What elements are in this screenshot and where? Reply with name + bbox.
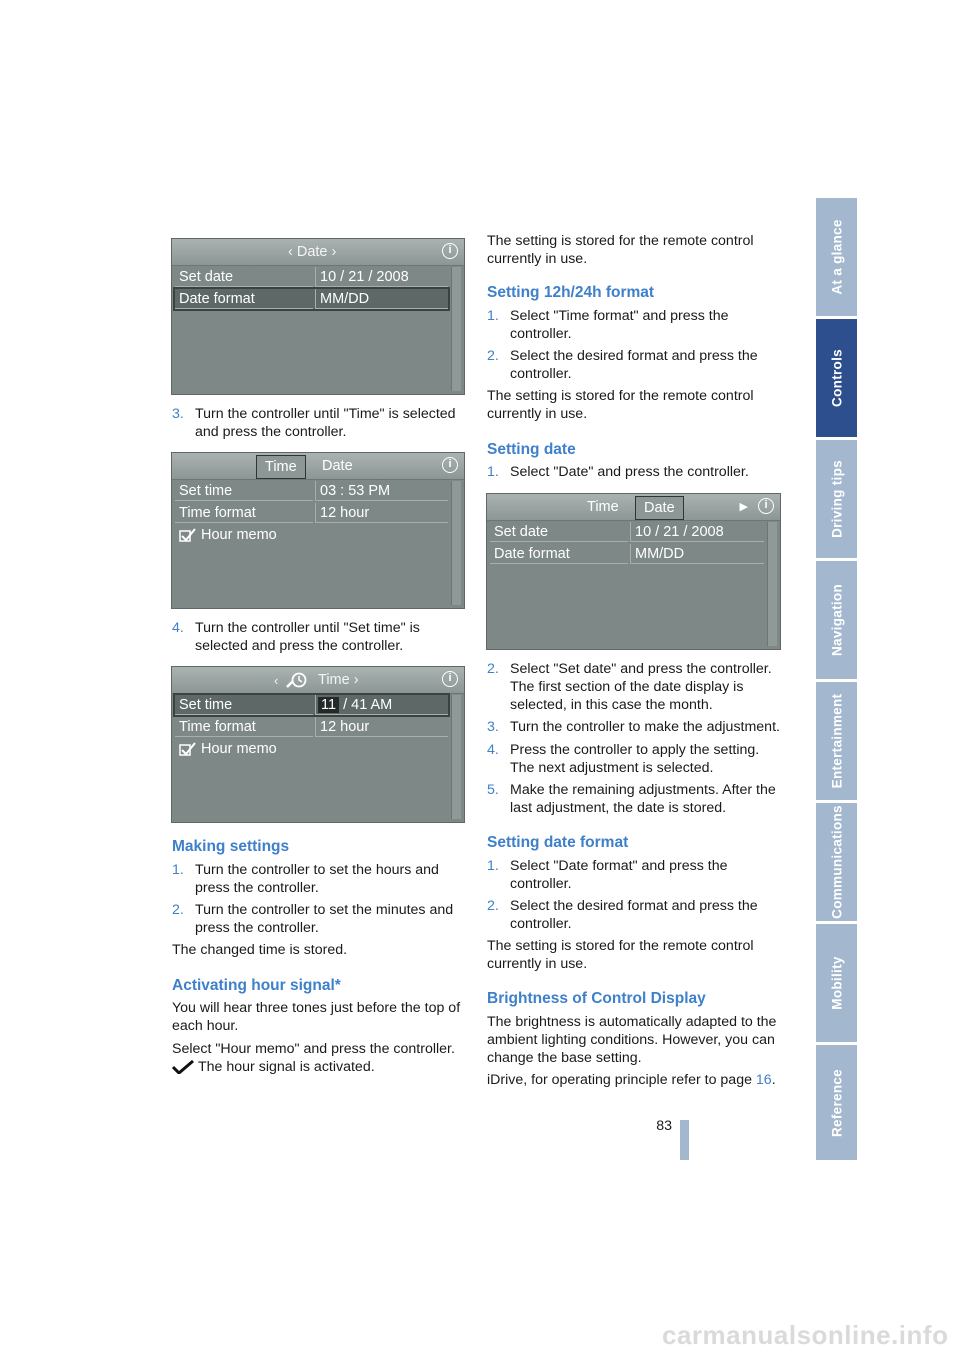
step-text: Turn the controller until "Set time" is selected and press the controller. — [195, 620, 420, 654]
scrollbar — [451, 481, 461, 605]
tab-entertainment[interactable] — [816, 682, 857, 800]
date-tab-screenshot — [486, 493, 781, 650]
paragraph: The setting is stored for the remote control currently in use. — [487, 388, 754, 422]
step-number: 1. — [487, 464, 499, 480]
menu-row-time-format — [175, 717, 448, 737]
row-label: Time format — [175, 717, 313, 737]
step-text: Select "Date" and press the controller. — [510, 464, 749, 480]
date-menu-screenshot — [171, 238, 465, 395]
step-text: Select the desired format and press the controller. — [510, 348, 758, 382]
screen-header — [172, 239, 464, 266]
paragraph: The setting is stored for the remote control currently in use. — [487, 938, 754, 972]
set-time-screenshot — [171, 666, 465, 823]
row-value: 12 hour — [315, 503, 448, 523]
row-label: Set date — [175, 267, 313, 287]
step-number: 1. — [487, 858, 499, 874]
tab-date: Date — [322, 458, 353, 474]
menu-row-hour-memo — [175, 525, 448, 545]
reference-text: iDrive, for operating principle refer to page — [487, 1072, 756, 1088]
step-number: 2. — [172, 902, 184, 918]
page-reference — [487, 1071, 783, 1089]
chevron-left-icon: ‹ — [274, 673, 279, 688]
menu-row-set-time — [175, 695, 448, 715]
step-number: 4. — [487, 742, 499, 758]
time-menu-screenshot — [171, 452, 465, 609]
row-value: 03 : 53 PM — [315, 481, 448, 501]
row-label: Set date — [490, 522, 628, 542]
step-number: 2. — [487, 898, 499, 914]
info-icon: i — [442, 457, 458, 473]
row-value: 12 hour — [315, 717, 448, 737]
info-icon: i — [442, 671, 458, 687]
tab-label: Mobility — [829, 956, 844, 1010]
screen-title: Time › — [318, 672, 359, 688]
row-label: Hour memo — [201, 741, 277, 757]
heading-time-format: Setting 12h/24h format — [487, 284, 655, 301]
row-value: / 41 AM — [343, 697, 393, 713]
step-number: 4. — [172, 620, 184, 636]
scrollbar — [451, 695, 461, 819]
page-link[interactable]: 16 — [755, 1072, 772, 1088]
checkmark-icon — [172, 1060, 194, 1074]
paragraph: The brightness is automatically adapted to the ambient lighting conditions. However, you can change the base setting. — [487, 1014, 777, 1066]
paragraph: Select "Hour memo" and press the controller. — [172, 1041, 455, 1057]
chapter-tabs — [816, 198, 857, 1160]
tab-time: Time — [587, 499, 619, 515]
row-value: 10 / 21 / 2008 — [630, 522, 764, 542]
checkbox-icon — [179, 742, 197, 756]
info-icon: i — [758, 498, 774, 514]
paragraph: You will hear three tones just before the top of each hour. — [172, 1000, 461, 1034]
scrollbar — [451, 267, 461, 391]
paragraph: The changed time is stored. — [172, 942, 348, 958]
menu-row-set-date — [490, 522, 764, 542]
tab-label: At a glance — [829, 219, 844, 295]
row-value: MM/DD — [630, 544, 764, 564]
info-icon: i — [442, 243, 458, 259]
tab-mobility[interactable] — [816, 924, 857, 1042]
paragraph: The hour signal is activated. — [198, 1059, 375, 1075]
heading-making-settings: Making settings — [172, 838, 290, 855]
row-label: Set time — [175, 695, 313, 715]
tab-time: Time — [256, 455, 306, 479]
step-text: Turn the controller to set the hours and press the controller. — [195, 862, 439, 896]
menu-row-set-date — [175, 267, 448, 287]
step-number: 2. — [487, 348, 499, 364]
screen-header — [172, 667, 464, 694]
tab-label: Navigation — [829, 583, 844, 657]
heading-setting-date: Setting date — [487, 441, 576, 458]
tab-driving-tips[interactable] — [816, 440, 857, 558]
heading-hour-signal: Activating hour signal* — [172, 977, 341, 994]
row-value: 10 / 21 / 2008 — [315, 267, 448, 287]
row-value: MM/DD — [315, 289, 448, 309]
row-value-container — [315, 695, 448, 715]
step-number: 1. — [487, 308, 499, 324]
screen-title: ‹ Date › — [288, 244, 337, 260]
page-marker-bar — [680, 1120, 689, 1160]
menu-row-hour-memo — [175, 739, 448, 759]
step-text: Select "Date format" and press the controller. — [510, 858, 728, 892]
menu-row-date-format — [490, 544, 764, 564]
clock-wrench-icon — [286, 671, 308, 689]
row-label: Hour memo — [201, 527, 277, 543]
step-number: 2. — [487, 661, 499, 677]
row-label: Set time — [175, 481, 313, 501]
watermark: carmanualsonline.info — [662, 1320, 949, 1350]
tab-label: Communications — [829, 805, 844, 919]
tab-navigation[interactable] — [816, 561, 857, 679]
scrollbar — [767, 522, 777, 646]
page-number: 83 — [656, 1118, 672, 1134]
row-label: Date format — [490, 544, 628, 564]
heading-brightness: Brightness of Control Display — [487, 990, 706, 1007]
menu-row-date-format — [175, 289, 448, 309]
tab-label: Controls — [829, 349, 844, 407]
screen-header — [172, 453, 464, 480]
tab-date: Date — [635, 496, 684, 520]
step-text: Select "Set date" and press the controller. The first section of the date display is selected, in this case the month. — [510, 661, 772, 713]
reference-end: . — [771, 1072, 776, 1088]
step-text: Select the desired format and press the controller. — [510, 898, 758, 932]
tab-reference[interactable] — [816, 1045, 857, 1160]
step-text: Turn the controller to set the minutes and press the controller. — [195, 902, 454, 936]
menu-row-set-time — [175, 481, 448, 501]
step-number: 3. — [487, 719, 499, 735]
row-label: Date format — [175, 289, 313, 309]
step-number: 3. — [172, 406, 184, 422]
hour-field-highlighted: 11 — [318, 697, 339, 713]
heading-date-format: Setting date format — [487, 834, 629, 851]
step-text: Turn the controller to make the adjustment. — [510, 719, 780, 735]
row-label: Time format — [175, 503, 313, 523]
step-number: 1. — [172, 862, 184, 878]
step-text: Turn the controller until "Time" is selected and press the controller. — [195, 406, 456, 440]
tab-label: Driving tips — [829, 460, 844, 538]
menu-row-time-format — [175, 503, 448, 523]
step-text: Select "Time format" and press the controller. — [510, 308, 729, 342]
step-number: 5. — [487, 782, 499, 798]
paragraph: The setting is stored for the remote control currently in use. — [487, 233, 754, 267]
tab-label: Reference — [829, 1068, 844, 1137]
tab-controls[interactable] — [816, 319, 857, 437]
tab-at-a-glance[interactable] — [816, 198, 857, 316]
tab-communications[interactable] — [816, 803, 857, 921]
arrow-right-icon: ▶ — [739, 501, 748, 513]
step-text: Press the controller to apply the setting. The next adjustment is selected. — [510, 742, 760, 776]
tab-label: Entertainment — [829, 693, 844, 789]
step-text: Make the remaining adjustments. After the last adjustment, the date is stored. — [510, 782, 776, 816]
checkbox-icon — [179, 528, 197, 542]
screen-header — [487, 494, 780, 521]
